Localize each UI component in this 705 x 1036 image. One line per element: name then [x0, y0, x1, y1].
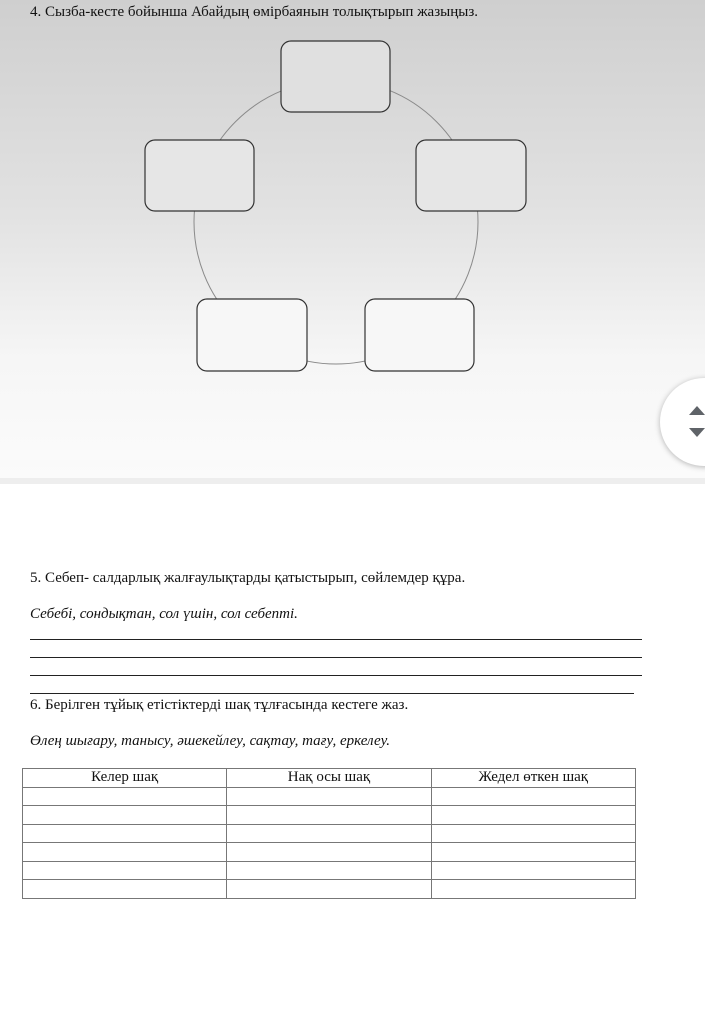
table-row: [23, 824, 636, 843]
table-row: [23, 806, 636, 825]
answer-line[interactable]: [30, 675, 642, 676]
table-row: [23, 861, 636, 880]
scroll-up-icon[interactable]: [689, 406, 705, 415]
cycle-box-bottom-right: [365, 299, 474, 371]
task-5-title: 5. Себеп- салдарлық жалғаулықтарды қатыстырып, сөйлемдер құра.: [30, 570, 466, 586]
task-6-words: Өлең шығару, танысу, әшекейлеу, сақтау, тағу, еркелеу.: [30, 733, 391, 749]
task-6-title: 6. Берілген тұйық етістіктерді шақ тұлғасында кестеге жаз.: [30, 697, 409, 713]
table-cell[interactable]: [431, 880, 635, 899]
answer-line[interactable]: [30, 639, 642, 640]
table-cell[interactable]: [23, 861, 227, 880]
column-header-past: Жедел өткен шақ: [431, 769, 635, 788]
table-cell[interactable]: [227, 787, 431, 806]
task-4-title: 4. Сызба-кесте бойынша Абайдың өмірбаянын толықтырып жазыңыз.: [30, 4, 478, 20]
table-cell[interactable]: [23, 787, 227, 806]
worksheet-page-top: [0, 0, 705, 478]
table-cell[interactable]: [431, 861, 635, 880]
table-cell[interactable]: [431, 824, 635, 843]
table-cell[interactable]: [431, 843, 635, 862]
table-cell[interactable]: [431, 806, 635, 825]
cycle-box-right: [416, 140, 526, 211]
table-cell[interactable]: [227, 861, 431, 880]
tense-table: [22, 768, 636, 899]
cycle-box-top: [281, 41, 390, 112]
table-header-row: [23, 769, 636, 788]
column-header-future: Келер шақ: [23, 769, 227, 788]
table-cell[interactable]: [227, 843, 431, 862]
table-cell[interactable]: [23, 806, 227, 825]
table-row: [23, 880, 636, 899]
table-row: [23, 787, 636, 806]
task-5-words: Себебі, сондықтан, сол үшін, сол себепті.: [30, 606, 298, 622]
table-row: [23, 843, 636, 862]
table-cell[interactable]: [23, 824, 227, 843]
cycle-box-bottom-left: [197, 299, 307, 371]
answer-line[interactable]: [30, 693, 634, 694]
table-cell[interactable]: [23, 880, 227, 899]
table-cell[interactable]: [227, 824, 431, 843]
table-cell[interactable]: [23, 843, 227, 862]
answer-line[interactable]: [30, 657, 642, 658]
cycle-diagram: [0, 0, 705, 478]
table-cell[interactable]: [431, 787, 635, 806]
cycle-box-left: [145, 140, 254, 211]
table-cell[interactable]: [227, 806, 431, 825]
table-cell[interactable]: [227, 880, 431, 899]
scroll-down-icon[interactable]: [689, 428, 705, 437]
page-divider: [0, 478, 705, 484]
column-header-present: Нақ осы шақ: [227, 769, 431, 788]
